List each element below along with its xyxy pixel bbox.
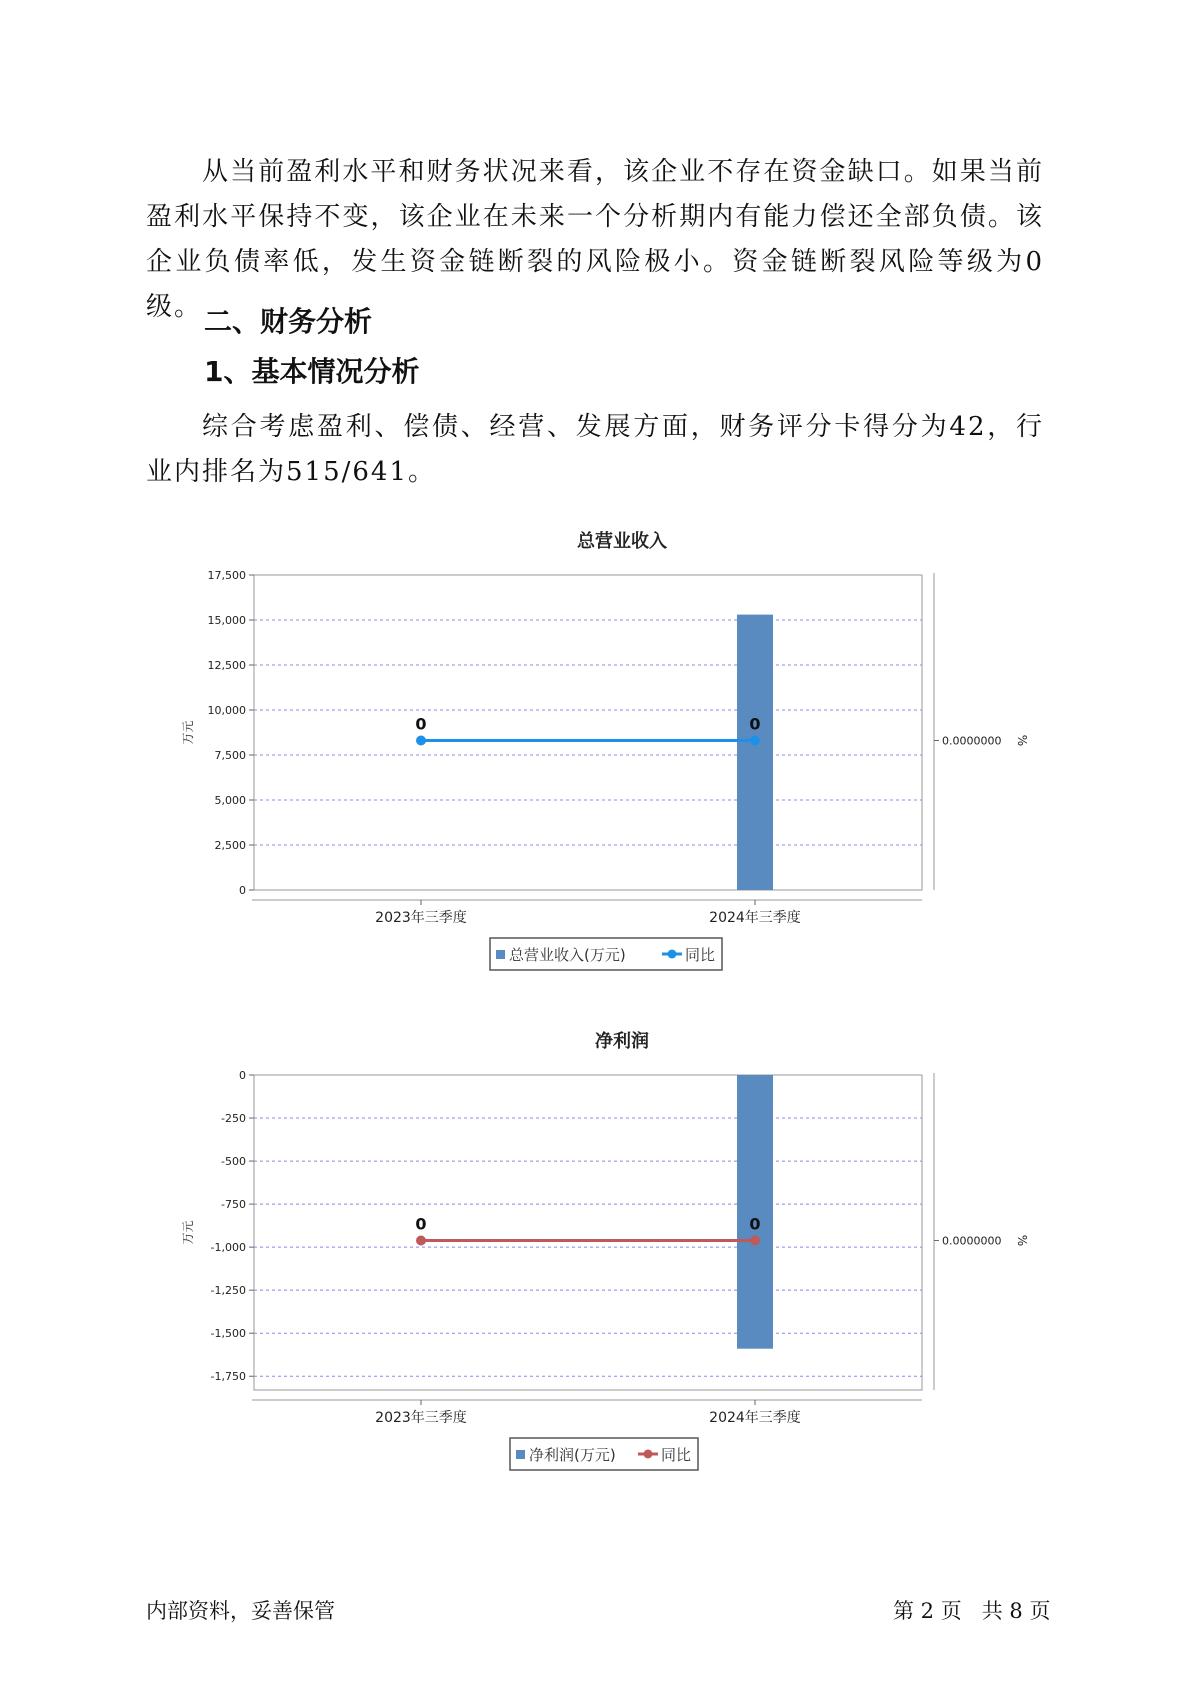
risk-paragraph: 从当前盈利水平和财务状况来看，该企业不存在资金缺口。如果当前盈利水平保持不变，该企业在未来一个分析期内有能力偿还全部负债。该企业负债率低，发生资金链断裂的风险极小。资金链断裂风险等级为0级。 bbox=[146, 157, 1044, 322]
y-tick-label: -1,000 bbox=[210, 1241, 246, 1255]
chart-title: 总营业收入 bbox=[577, 531, 667, 552]
revenue-chart-svg bbox=[170, 525, 1040, 980]
y-tick-label: -750 bbox=[221, 1198, 246, 1212]
score-paragraph: 综合考虑盈利、偿债、经营、发展方面，财务评分卡得分为42，行业内排名为515/641。 bbox=[146, 412, 1044, 487]
y-tick-label: -500 bbox=[221, 1155, 246, 1169]
net-profit-chart bbox=[170, 1025, 1040, 1480]
net-profit-chart-svg bbox=[170, 1025, 1040, 1480]
legend-bar-swatch bbox=[516, 1450, 525, 1459]
y-tick-label: 0 bbox=[239, 1069, 246, 1082]
legend-line-label: 同比 bbox=[661, 1446, 692, 1464]
y2-axis-label: % bbox=[1015, 1234, 1029, 1247]
legend-line-label: 同比 bbox=[685, 946, 716, 964]
y-axis-label: 万元 bbox=[181, 720, 195, 745]
y-tick-label: 0 bbox=[239, 884, 246, 897]
plot-area bbox=[254, 1075, 922, 1390]
yoy-data-label: 0 bbox=[749, 714, 761, 734]
y-axis-label: 万元 bbox=[181, 1220, 195, 1245]
chart-title: 净利润 bbox=[595, 1031, 649, 1052]
yoy-point bbox=[750, 1236, 760, 1246]
yoy-point bbox=[750, 736, 760, 746]
yoy-data-label: 0 bbox=[415, 714, 427, 734]
footer-left: 内部资料，妥善保管 bbox=[146, 1599, 335, 1623]
section-heading: 二、财务分析 bbox=[204, 305, 373, 338]
x-tick-label: 2023年三季度 bbox=[375, 910, 467, 926]
yoy-data-label: 0 bbox=[415, 1214, 427, 1234]
x-tick-label: 2023年三季度 bbox=[375, 1410, 467, 1426]
y-tick-label: 15,000 bbox=[207, 614, 246, 627]
y-tick-label: 12,500 bbox=[207, 659, 246, 672]
legend-bar-label: 总营业收入(万元) bbox=[509, 946, 626, 964]
legend-line-marker bbox=[668, 950, 677, 959]
bar bbox=[737, 615, 773, 890]
y2-tick-label: 0.0000000 bbox=[942, 734, 1002, 748]
x-tick-label: 2024年三季度 bbox=[709, 1410, 801, 1426]
y-tick-label: 7,500 bbox=[214, 749, 246, 762]
yoy-point bbox=[416, 736, 426, 746]
x-tick-label: 2024年三季度 bbox=[709, 910, 801, 926]
bar bbox=[737, 1075, 773, 1349]
y-tick-label: -1,500 bbox=[210, 1327, 246, 1341]
y-tick-label: -1,250 bbox=[210, 1284, 246, 1298]
y-tick-label: 2,500 bbox=[214, 839, 246, 852]
yoy-data-label: 0 bbox=[749, 1214, 761, 1234]
legend-bar-label: 净利润(万元) bbox=[529, 1446, 616, 1464]
y-tick-label: 10,000 bbox=[207, 704, 246, 717]
plot-area bbox=[254, 575, 922, 890]
footer-page-number: 第 2 页 共 8 页 bbox=[893, 1599, 1051, 1623]
revenue-chart bbox=[170, 525, 1040, 980]
y-tick-label: -1,750 bbox=[210, 1370, 246, 1384]
legend-bar-swatch bbox=[496, 950, 505, 959]
y-tick-label: 5,000 bbox=[214, 794, 246, 807]
y-tick-label: -250 bbox=[221, 1112, 246, 1126]
legend-line-marker bbox=[644, 1450, 653, 1459]
y2-tick-label: 0.0000000 bbox=[942, 1234, 1002, 1248]
y-tick-label: 17,500 bbox=[207, 569, 246, 582]
subsection-heading: 1、基本情况分析 bbox=[204, 355, 420, 388]
yoy-point bbox=[416, 1236, 426, 1246]
y2-axis-label: % bbox=[1015, 734, 1029, 747]
